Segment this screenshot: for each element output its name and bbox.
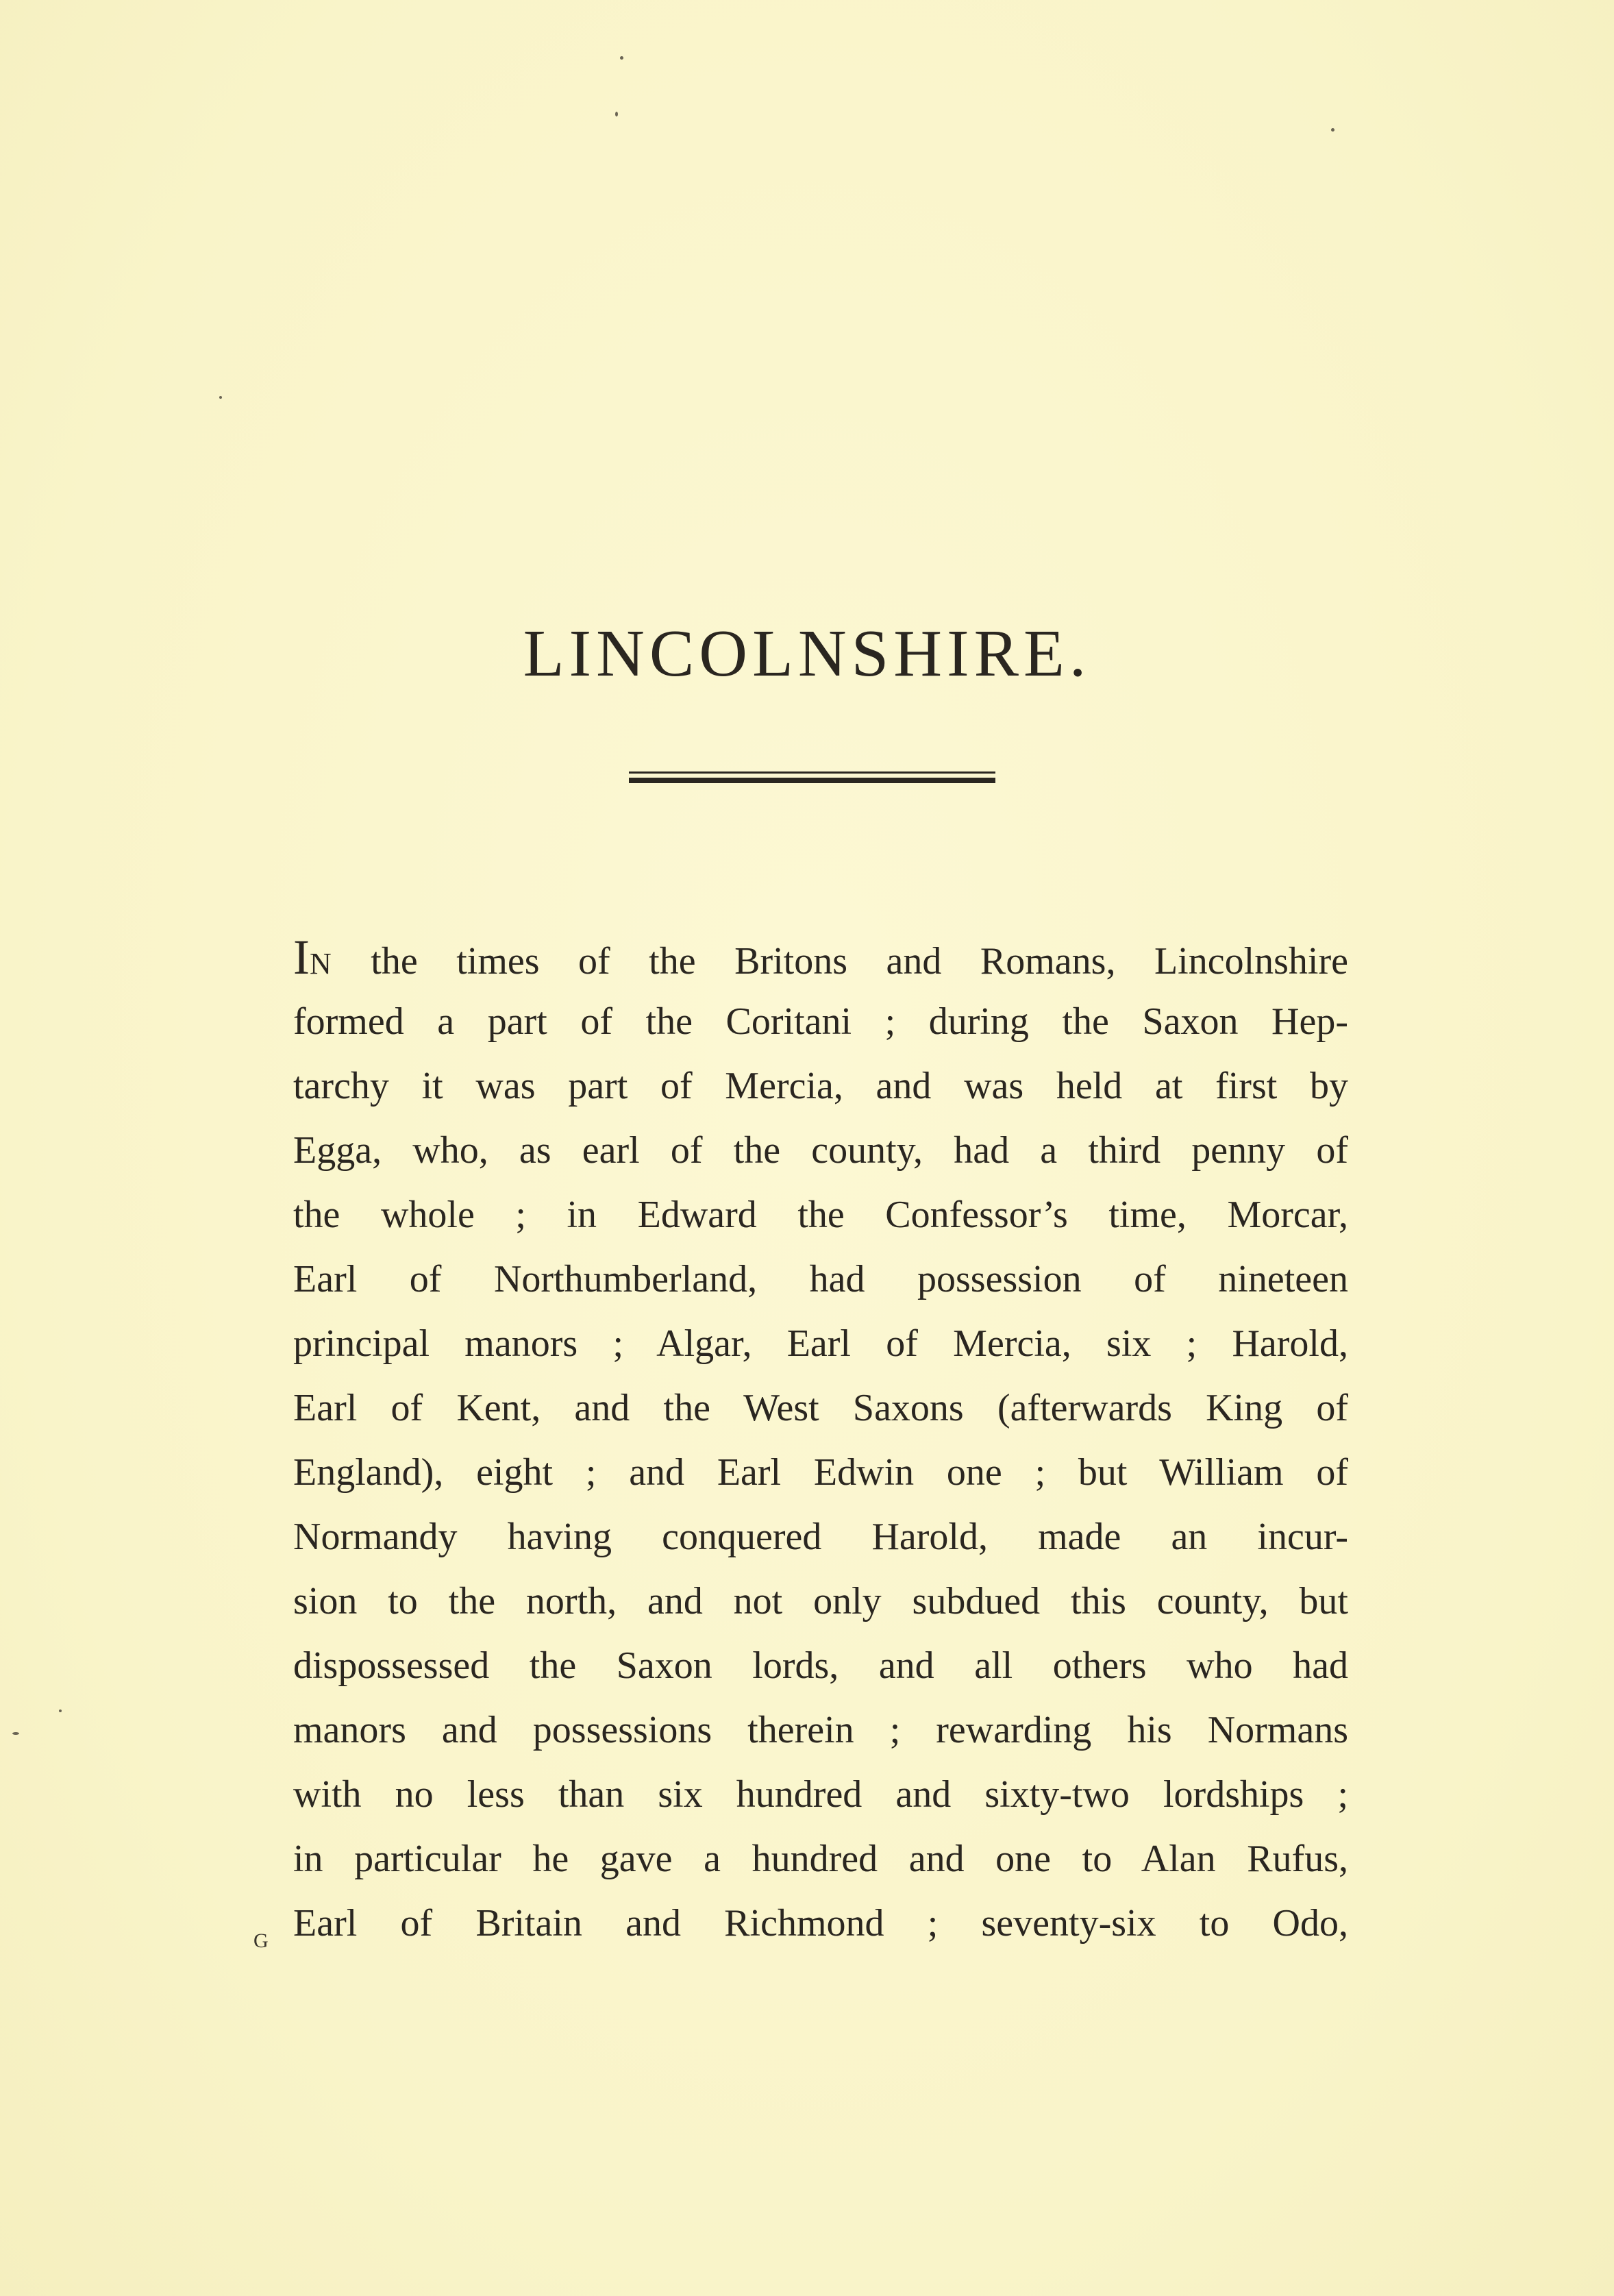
text-line: tarchy it was part of Mercia, and was held at first by <box>293 1065 1348 1107</box>
paper-speck <box>219 396 222 399</box>
smallcap: N <box>309 947 332 980</box>
text-line: formed a part of the Coritani ; during the Saxon Hep- <box>293 1000 1348 1043</box>
dropcap: I <box>293 930 310 985</box>
rule-thick-line <box>629 778 995 783</box>
text-line-content: the times of the Britons and Romans, Lincolnshire <box>332 940 1348 983</box>
paper-speck <box>620 56 623 60</box>
text-line: sion to the north, and not only subdued this county, but <box>293 1580 1348 1622</box>
text-line: dispossessed the Saxon lords, and all others who had <box>293 1644 1348 1687</box>
paper-speck <box>12 1732 19 1735</box>
text-line: Earl of Britain and Richmond ; seventy-six to Odo, <box>293 1902 1348 1945</box>
page-title: LINCOLNSHIRE. <box>523 617 1091 691</box>
text-line: Normandy having conquered Harold, made an incur- <box>293 1516 1348 1558</box>
paper-speck <box>1331 128 1334 132</box>
text-line <box>293 925 1348 989</box>
text-line: in particular he gave a hundred and one to Alan Rufus, <box>293 1838 1348 1880</box>
text-line: manors and possessions therein ; rewarding his Normans <box>293 1709 1348 1751</box>
text-line: the whole ; in Edward the Confessor’s time, Morcar, <box>293 1194 1348 1236</box>
paper-speck <box>59 1709 62 1712</box>
text-line: Earl of Northumberland, had possession of nineteen <box>293 1258 1348 1300</box>
text-line: Earl of Kent, and the West Saxons (afterwards King of <box>293 1387 1348 1429</box>
rule-thin-line <box>629 771 995 774</box>
title-rule <box>629 771 995 783</box>
paper-speck <box>615 112 618 116</box>
signature-mark: G <box>253 1929 269 1952</box>
text-line: principal manors ; Algar, Earl of Mercia, six ; Harold, <box>293 1322 1348 1365</box>
text-line: Egga, who, as earl of the county, had a third penny of <box>293 1129 1348 1172</box>
text-line: England), eight ; and Earl Edwin one ; but William of <box>293 1451 1348 1494</box>
body-paragraph <box>293 925 1348 1955</box>
text-line: with no less than six hundred and sixty-two lordships ; <box>293 1773 1348 1816</box>
